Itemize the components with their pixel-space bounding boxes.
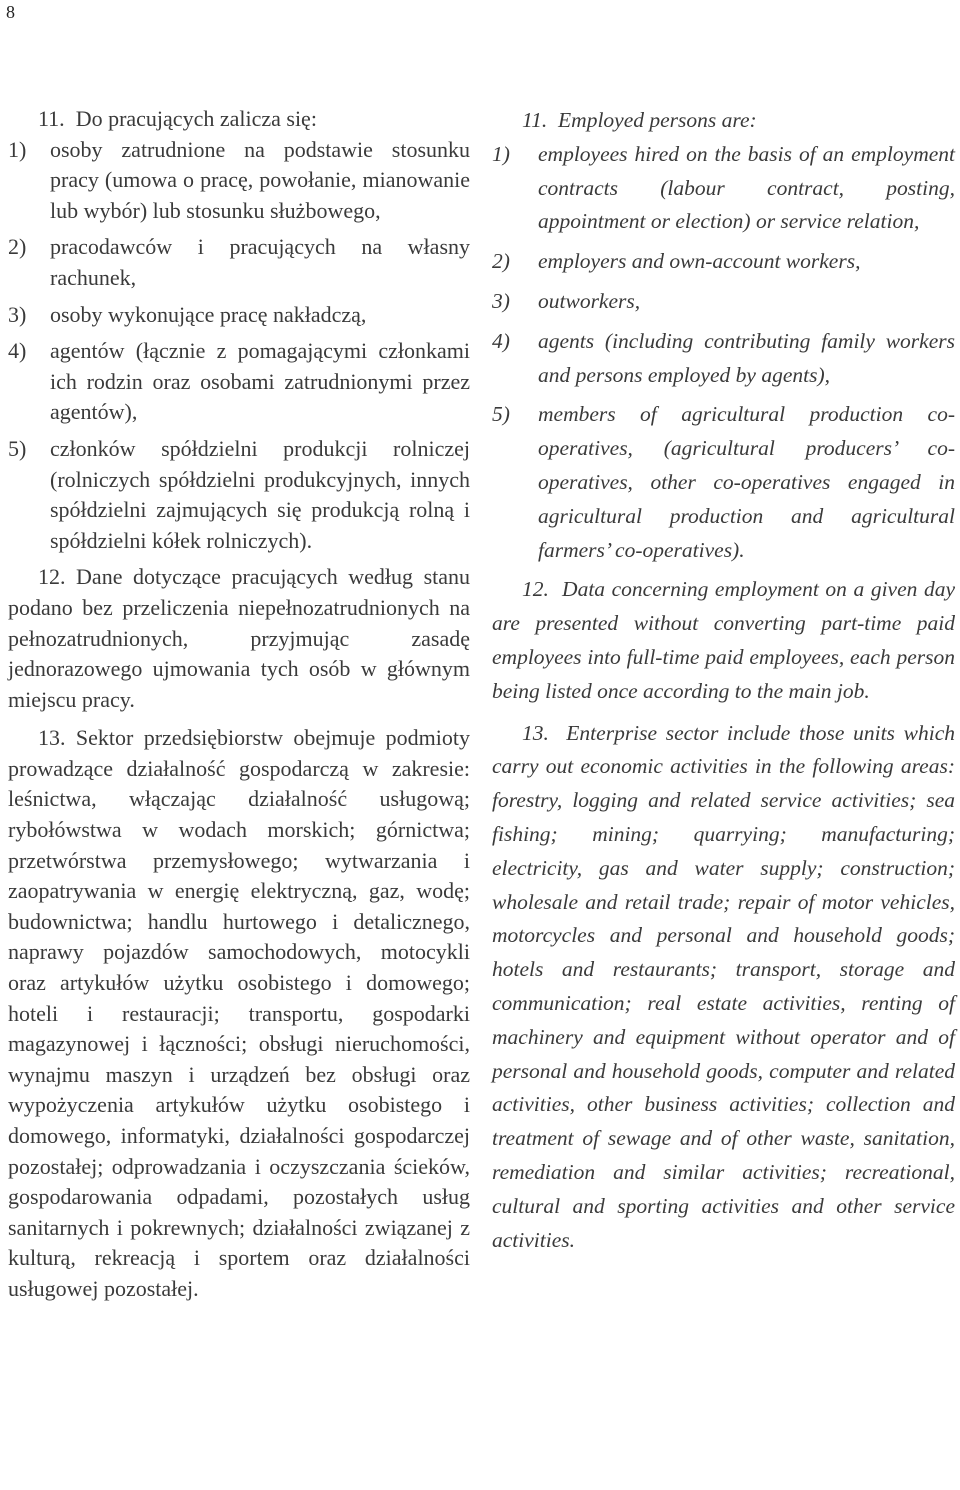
item-text: members of agricultural production co-operatives, (agricultural producers’ co-operatives, other co-operatives engaged in agricultural production and agricultural farmers’ co-operatives). (538, 402, 955, 562)
item-number: 4) (8, 338, 27, 364)
paragraph-number: 12. (522, 577, 549, 602)
paragraph-number: 13. (522, 720, 549, 745)
paragraph-text: Enterprise sector include those units which carry out economic activities in the following areas: forestry, logging and related service activities; sea fishing; mining; quarrying; manufacturing; electricity, gas and water supply; construction; wholesale and retail trade; repair of motor vehicles, motorcycles and personal and household goods; hotels and restaurants; transport, storage and communication; real estate activities, renting of machinery and equipment without operator and of personal and household goods, computer and related activities, other business activities; collection and treatment of sewage and of other waste, sanitation, remediation and similar activities; recreational, cultural and sporting activities and other service activities. (492, 720, 955, 1252)
item-number: 3) (492, 288, 510, 313)
paragraph-12-en (492, 573, 955, 708)
paragraph-11-pl (8, 104, 470, 135)
list-item (8, 300, 470, 331)
paragraph-text: Dane dotyczące pracujących według stanu podano bez przeliczenia niepełnozatrudnionych na pełnozatrudnionych, przyjmując zasadę jednorazowego ujmowania tych osób w głównym miejscu pracy. (8, 564, 471, 712)
item-number: 5) (492, 402, 510, 427)
item-number: 2) (492, 249, 510, 274)
list-item (8, 434, 470, 556)
paragraph-13-en (492, 717, 955, 1258)
list-item (492, 285, 955, 319)
list-item (8, 135, 470, 227)
item-text: employers and own-account workers, (538, 249, 861, 274)
item-text: outworkers, (538, 288, 641, 313)
item-text: agents (including contributing family workers and persons employed by agents), (538, 328, 955, 387)
page-number: 8 (6, 2, 15, 22)
list-item (492, 138, 955, 239)
paragraph-number: 11. (38, 106, 65, 131)
paragraph-13-pl (8, 723, 470, 1304)
paragraph-text: Sektor przedsiębiorstw obejmuje podmioty prowadzące działalność gospodarczą w zakresie: leśnictwa, włączając działalność usługową; rybołówstwa w wodach morskich; górnictwa; przetwórstwa przemysłowego; wytwarzania i zaopatrywania w energię elektryczną, gaz, wodę; budownictwa; handlu hurtowego i detalicznego, naprawy pojazdów samochodowych, motocykli oraz artykułów użytku osobistego i domowego; hoteli i restauracji; transportu, gospodarki magazynowej i łączności; obsługi nieruchomości, wynajmu maszyn i urządzeń bez obsługi oraz wypożyczenia artykułów użytku osobistego i domowego, informatyki, działalności gospodarczej pozostałej; odprowadzania i oczyszczania ścieków, gospodarowania odpadami, pozostałych usług sanitarnych i pokrewnych; działalności związanej z kulturą, rekreacją i sportem oraz działalności usługowej pozostałej. (8, 725, 470, 1301)
list-item (8, 232, 470, 293)
list-item (492, 398, 955, 567)
item-text: osoby wykonujące pracę nakładczą, (50, 301, 367, 327)
item-text: agentów (łącznie z pomagającymi członkami ich rodzin oraz osobami zatrudnionymi przez agentów), (50, 338, 470, 425)
list-item (8, 336, 470, 428)
paragraph-text: Do pracujących zalicza się: (75, 106, 317, 131)
employed-list-pl (8, 135, 470, 557)
paragraph-number: 11. (522, 108, 548, 132)
paragraph-11-en (492, 104, 955, 138)
list-item (492, 325, 955, 393)
item-number: 4) (492, 328, 510, 353)
polish-column (8, 100, 470, 1305)
paragraph-number: 12. (38, 564, 66, 590)
item-number: 2) (8, 234, 27, 260)
item-number: 1) (8, 136, 27, 162)
item-text: osoby zatrudnione na podstawie stosunku pracy (umowa o pracę, powołanie, mianowanie lub wybór) lub stosunku służbowego, (50, 136, 470, 223)
item-text: członków spółdzielni produkcji rolniczej (rolniczych spółdzielni produkcyjnych, innych spółdzielni zajmujących się produkcją rolną i spółdzielni kółek rolniczych). (50, 435, 470, 553)
paragraph-text: Employed persons are: (558, 108, 757, 132)
list-item (492, 245, 955, 279)
item-number: 5) (8, 435, 27, 461)
english-column (492, 100, 955, 1257)
item-number: 3) (8, 301, 27, 327)
employed-list-en (492, 138, 955, 568)
paragraph-text: Data concerning employment on a given day are presented without converting part-time paid employees into full-time paid employees, each person being listed once according to the main job. (492, 577, 955, 703)
paragraph-number: 13. (38, 725, 66, 751)
item-text: employees hired on the basis of an employment contracts (labour contract, posting, appointment or election) or service relation, (538, 141, 955, 234)
item-number: 1) (492, 141, 510, 166)
item-text: pracodawców i pracujących na własny rachunek, (50, 234, 470, 290)
paragraph-12-pl (8, 562, 470, 715)
